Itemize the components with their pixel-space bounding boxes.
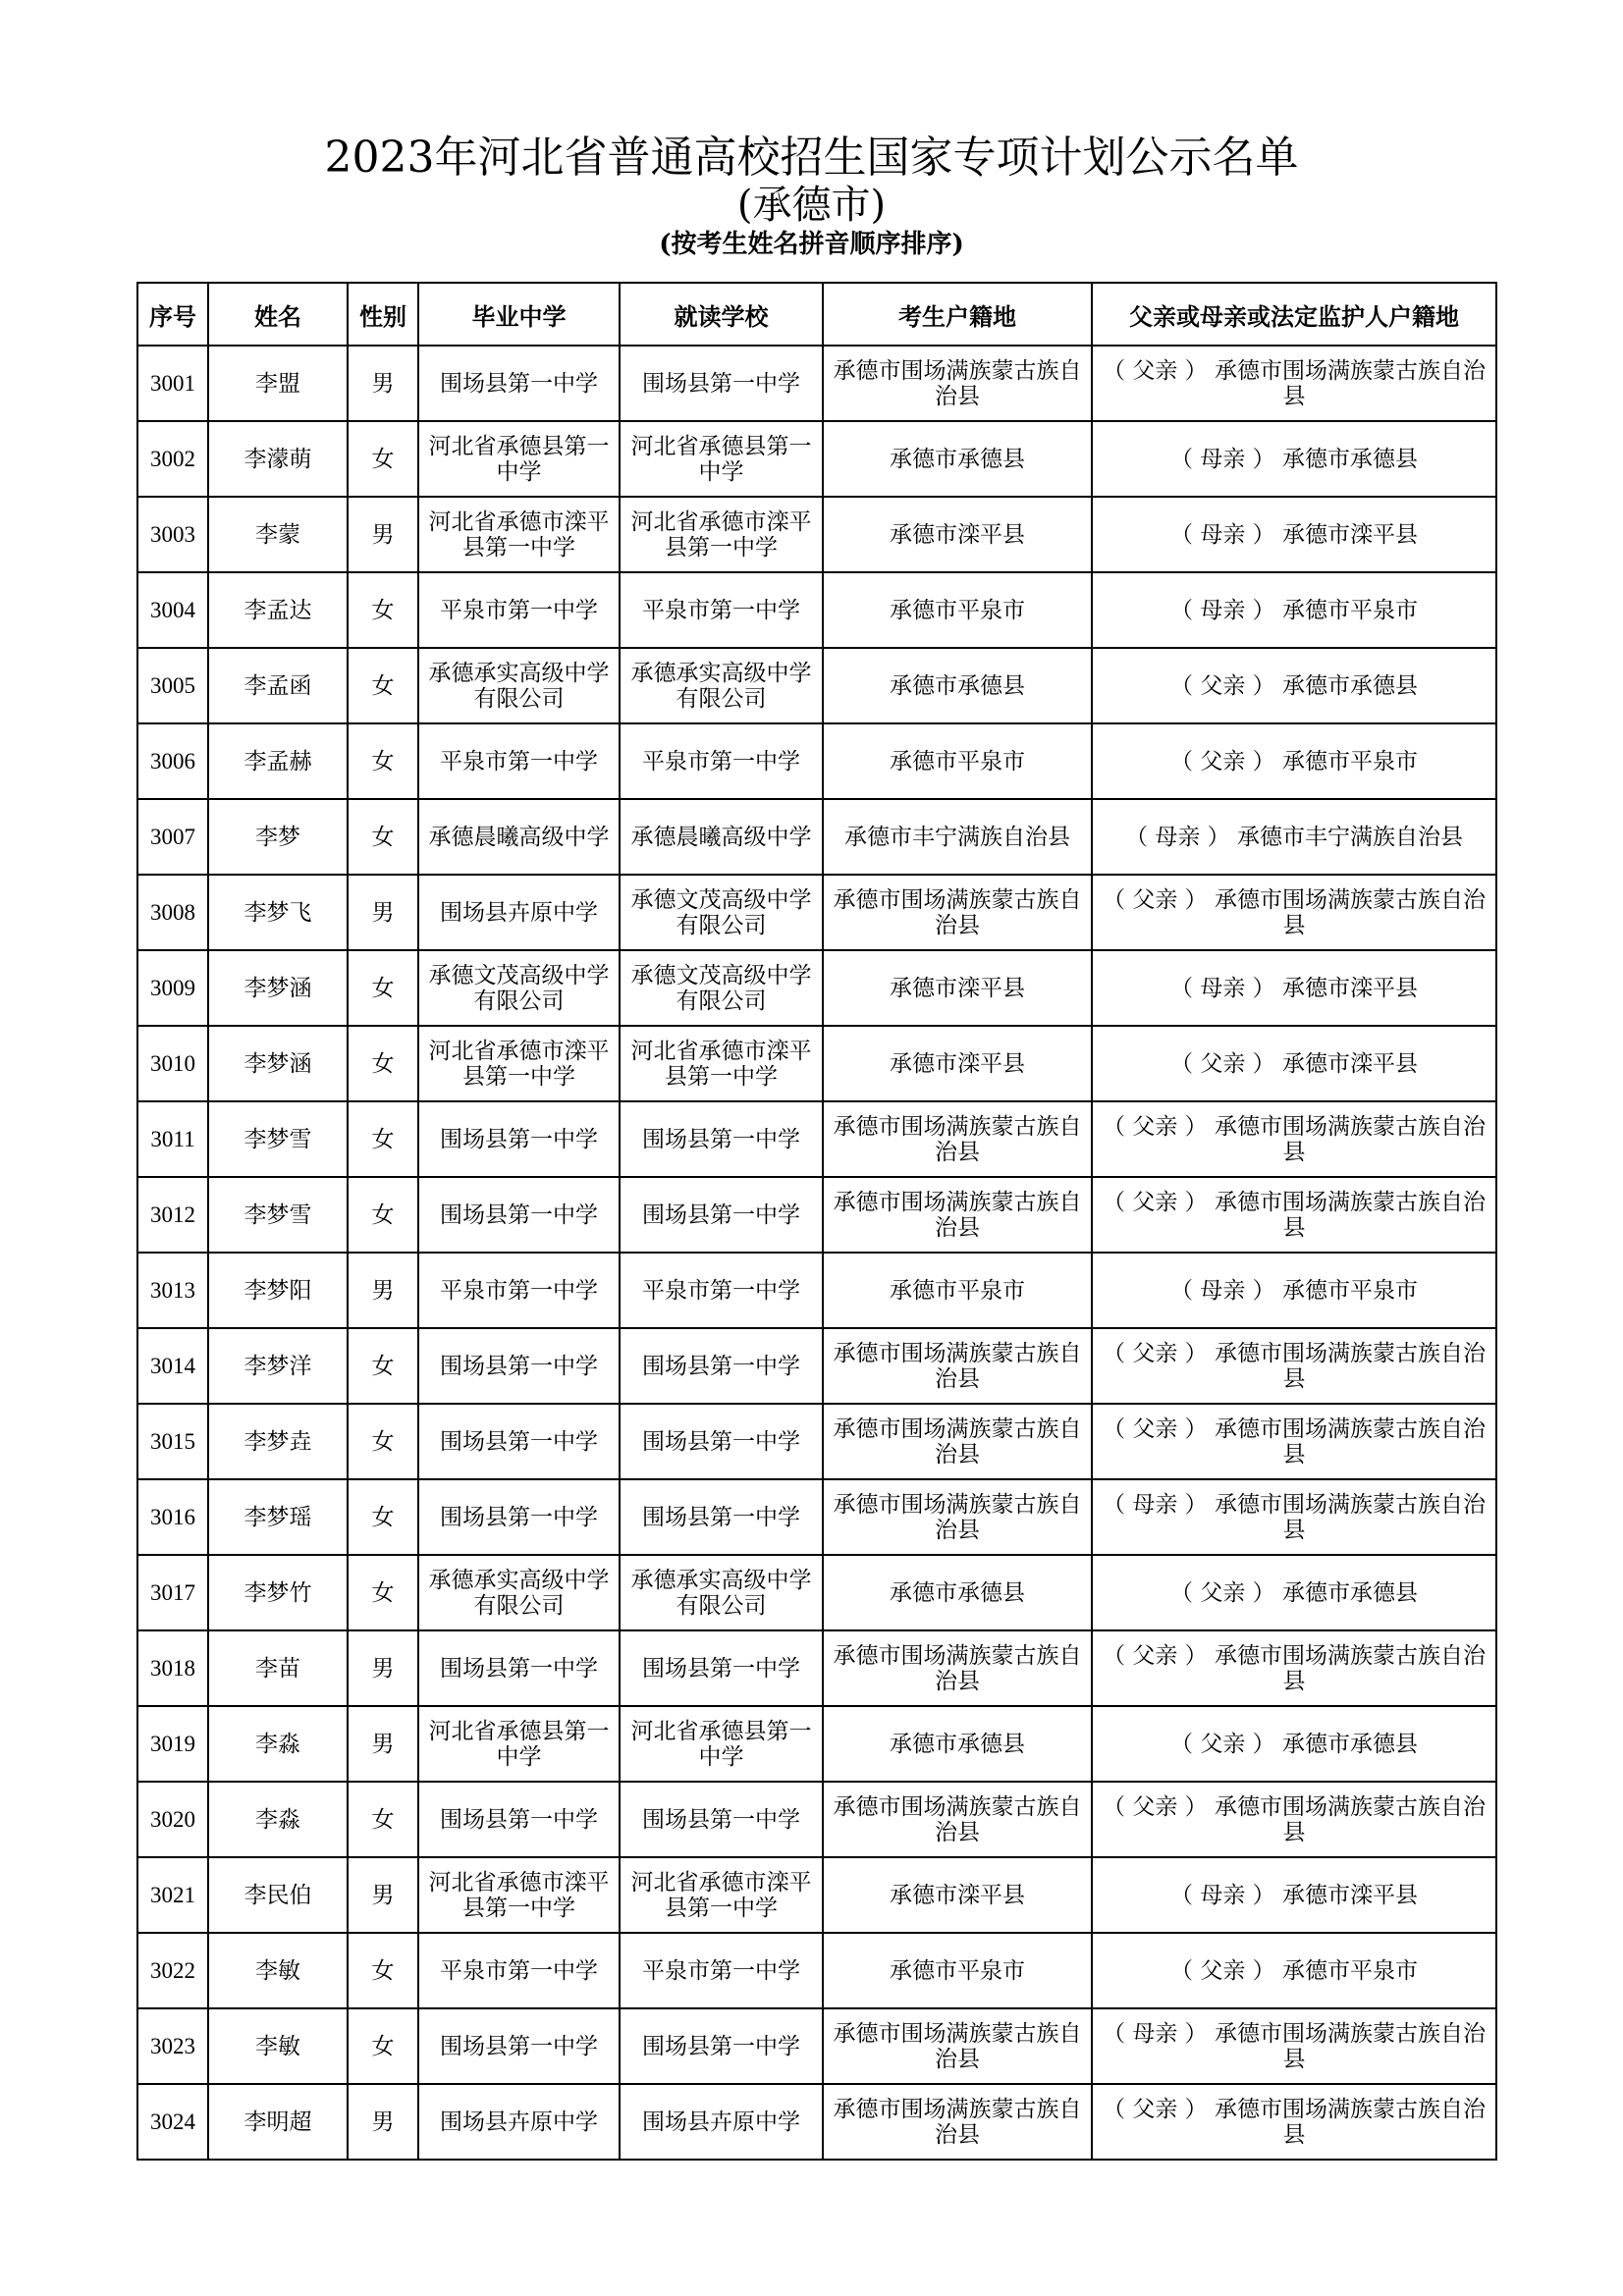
cell-student-residence: 承德市围场满族蒙古族自治县 xyxy=(823,2084,1092,2160)
cell-gender: 女 xyxy=(348,1404,418,1479)
cell-current-school: 承德文茂高级中学有限公司 xyxy=(620,950,823,1026)
cell-name: 李淼 xyxy=(208,1782,348,1857)
cell-graduation-school: 平泉市第一中学 xyxy=(418,1933,620,2008)
cell-gender: 女 xyxy=(348,1101,418,1177)
cell-name: 李蒙 xyxy=(208,497,348,572)
cell-graduation-school: 承德文茂高级中学有限公司 xyxy=(418,950,620,1026)
cell-guardian-residence: （ 母亲 ） 承德市滦平县 xyxy=(1092,497,1496,572)
table-row xyxy=(137,2008,1496,2084)
cell-student-residence: 承德市围场满族蒙古族自治县 xyxy=(823,346,1092,421)
cell-current-school: 河北省承德县第一中学 xyxy=(620,421,823,497)
cell-current-school: 围场县第一中学 xyxy=(620,1177,823,1253)
cell-gender: 女 xyxy=(348,799,418,875)
cell-graduation-school: 河北省承德市滦平县第一中学 xyxy=(418,1857,620,1933)
cell-guardian-residence: （ 父亲 ） 承德市围场满族蒙古族自治县 xyxy=(1092,1177,1496,1253)
cell-seq: 3020 xyxy=(137,1782,208,1857)
cell-guardian-residence: （ 父亲 ） 承德市围场满族蒙古族自治县 xyxy=(1092,1101,1496,1177)
cell-current-school: 承德晨曦高级中学 xyxy=(620,799,823,875)
table-row xyxy=(137,950,1496,1026)
table-row xyxy=(137,799,1496,875)
cell-gender: 男 xyxy=(348,1253,418,1328)
table-row xyxy=(137,1026,1496,1101)
cell-gender: 女 xyxy=(348,572,418,648)
table-row xyxy=(137,1328,1496,1404)
cell-graduation-school: 河北省承德县第一中学 xyxy=(418,421,620,497)
cell-name: 李孟达 xyxy=(208,572,348,648)
cell-student-residence: 承德市平泉市 xyxy=(823,1933,1092,2008)
cell-guardian-residence: （ 父亲 ） 承德市平泉市 xyxy=(1092,1933,1496,2008)
cell-seq: 3003 xyxy=(137,497,208,572)
cell-seq: 3005 xyxy=(137,648,208,723)
cell-seq: 3014 xyxy=(137,1328,208,1404)
cell-student-residence: 承德市围场满族蒙古族自治县 xyxy=(823,2008,1092,2084)
cell-student-residence: 承德市滦平县 xyxy=(823,1026,1092,1101)
roster-table xyxy=(136,282,1497,2161)
cell-seq: 3018 xyxy=(137,1630,208,1706)
cell-graduation-school: 平泉市第一中学 xyxy=(418,723,620,799)
cell-seq: 3021 xyxy=(137,1857,208,1933)
cell-name: 李敏 xyxy=(208,2008,348,2084)
cell-current-school: 围场县第一中学 xyxy=(620,1782,823,1857)
cell-name: 李民伯 xyxy=(208,1857,348,1933)
cell-student-residence: 承德市围场满族蒙古族自治县 xyxy=(823,1404,1092,1479)
cell-seq: 3011 xyxy=(137,1101,208,1177)
cell-guardian-residence: （ 母亲 ） 承德市平泉市 xyxy=(1092,1253,1496,1328)
cell-guardian-residence: （ 母亲 ） 承德市丰宁满族自治县 xyxy=(1092,799,1496,875)
cell-guardian-residence: （ 母亲 ） 承德市平泉市 xyxy=(1092,572,1496,648)
cell-guardian-residence: （ 父亲 ） 承德市围场满族蒙古族自治县 xyxy=(1092,1782,1496,1857)
cell-student-residence: 承德市滦平县 xyxy=(823,950,1092,1026)
cell-student-residence: 承德市围场满族蒙古族自治县 xyxy=(823,1782,1092,1857)
cell-name: 李梦瑶 xyxy=(208,1479,348,1555)
cell-name: 李梦垚 xyxy=(208,1404,348,1479)
cell-name: 李孟赫 xyxy=(208,723,348,799)
cell-seq: 3013 xyxy=(137,1253,208,1328)
cell-current-school: 平泉市第一中学 xyxy=(620,1933,823,2008)
cell-name: 李梦竹 xyxy=(208,1555,348,1630)
cell-guardian-residence: （ 父亲 ） 承德市围场满族蒙古族自治县 xyxy=(1092,1328,1496,1404)
cell-graduation-school: 围场县第一中学 xyxy=(418,1630,620,1706)
cell-guardian-residence: （ 母亲 ） 承德市滦平县 xyxy=(1092,950,1496,1026)
cell-graduation-school: 平泉市第一中学 xyxy=(418,1253,620,1328)
sort-order-note: (按考生姓名拼音顺序排序) xyxy=(659,230,964,259)
header-current-school: 就读学校 xyxy=(620,283,823,346)
header-name: 姓名 xyxy=(208,283,348,346)
cell-current-school: 围场县第一中学 xyxy=(620,2008,823,2084)
cell-guardian-residence: （ 父亲 ） 承德市承德县 xyxy=(1092,1555,1496,1630)
cell-seq: 3008 xyxy=(137,875,208,950)
cell-graduation-school: 围场县第一中学 xyxy=(418,1479,620,1555)
cell-graduation-school: 围场县第一中学 xyxy=(418,1404,620,1479)
cell-current-school: 围场县第一中学 xyxy=(620,1404,823,1479)
cell-gender: 女 xyxy=(348,723,418,799)
header-student-residence: 考生户籍地 xyxy=(823,283,1092,346)
cell-graduation-school: 河北省承德县第一中学 xyxy=(418,1706,620,1782)
cell-current-school: 承德文茂高级中学有限公司 xyxy=(620,875,823,950)
cell-student-residence: 承德市平泉市 xyxy=(823,1253,1092,1328)
cell-current-school: 平泉市第一中学 xyxy=(620,572,823,648)
cell-graduation-school: 承德承实高级中学有限公司 xyxy=(418,648,620,723)
cell-guardian-residence: （ 父亲 ） 承德市围场满族蒙古族自治县 xyxy=(1092,1404,1496,1479)
table-row xyxy=(137,1101,1496,1177)
cell-gender: 女 xyxy=(348,950,418,1026)
header-seq: 序号 xyxy=(137,283,208,346)
header-guardian-residence: 父亲或母亲或法定监护人户籍地 xyxy=(1092,283,1496,346)
cell-seq: 3009 xyxy=(137,950,208,1026)
cell-seq: 3002 xyxy=(137,421,208,497)
cell-current-school: 河北省承德市滦平县第一中学 xyxy=(620,497,823,572)
header-graduation-school: 毕业中学 xyxy=(418,283,620,346)
cell-gender: 女 xyxy=(348,1328,418,1404)
cell-graduation-school: 围场县第一中学 xyxy=(418,1782,620,1857)
cell-guardian-residence: （ 父亲 ） 承德市围场满族蒙古族自治县 xyxy=(1092,2084,1496,2160)
table-row xyxy=(137,1555,1496,1630)
cell-student-residence: 承德市围场满族蒙古族自治县 xyxy=(823,1328,1092,1404)
cell-name: 李梦洋 xyxy=(208,1328,348,1404)
cell-name: 李梦雪 xyxy=(208,1101,348,1177)
cell-current-school: 围场县第一中学 xyxy=(620,1101,823,1177)
cell-seq: 3016 xyxy=(137,1479,208,1555)
cell-current-school: 围场县第一中学 xyxy=(620,1630,823,1706)
cell-student-residence: 承德市围场满族蒙古族自治县 xyxy=(823,875,1092,950)
table-row xyxy=(137,648,1496,723)
cell-name: 李梦涵 xyxy=(208,950,348,1026)
header-gender: 性别 xyxy=(348,283,418,346)
table-row xyxy=(137,1630,1496,1706)
cell-current-school: 承德承实高级中学有限公司 xyxy=(620,648,823,723)
cell-gender: 男 xyxy=(348,1630,418,1706)
cell-gender: 男 xyxy=(348,497,418,572)
table-row xyxy=(137,1782,1496,1857)
cell-gender: 男 xyxy=(348,875,418,950)
cell-graduation-school: 承德承实高级中学有限公司 xyxy=(418,1555,620,1630)
cell-gender: 女 xyxy=(348,1933,418,2008)
cell-graduation-school: 围场县第一中学 xyxy=(418,1101,620,1177)
cell-gender: 男 xyxy=(348,346,418,421)
cell-seq: 3012 xyxy=(137,1177,208,1253)
cell-name: 李梦阳 xyxy=(208,1253,348,1328)
cell-name: 李明超 xyxy=(208,2084,348,2160)
cell-student-residence: 承德市滦平县 xyxy=(823,497,1092,572)
table-body xyxy=(137,346,1496,2160)
cell-seq: 3004 xyxy=(137,572,208,648)
cell-gender: 女 xyxy=(348,1555,418,1630)
cell-name: 李梦飞 xyxy=(208,875,348,950)
cell-graduation-school: 围场县第一中学 xyxy=(418,1177,620,1253)
cell-current-school: 围场县第一中学 xyxy=(620,346,823,421)
cell-student-residence: 承德市承德县 xyxy=(823,421,1092,497)
cell-name: 李苗 xyxy=(208,1630,348,1706)
cell-current-school: 围场县第一中学 xyxy=(620,1479,823,1555)
cell-current-school: 围场县第一中学 xyxy=(620,1328,823,1404)
cell-current-school: 平泉市第一中学 xyxy=(620,1253,823,1328)
cell-seq: 3006 xyxy=(137,723,208,799)
cell-name: 李梦 xyxy=(208,799,348,875)
cell-current-school: 河北省承德市滦平县第一中学 xyxy=(620,1026,823,1101)
table-header-row xyxy=(137,283,1496,346)
cell-student-residence: 承德市滦平县 xyxy=(823,1857,1092,1933)
cell-guardian-residence: （ 母亲 ） 承德市围场满族蒙古族自治县 xyxy=(1092,2008,1496,2084)
table-row xyxy=(137,1857,1496,1933)
cell-guardian-residence: （ 父亲 ） 承德市承德县 xyxy=(1092,1706,1496,1782)
cell-name: 李梦涵 xyxy=(208,1026,348,1101)
cell-seq: 3019 xyxy=(137,1706,208,1782)
cell-gender: 女 xyxy=(348,421,418,497)
cell-guardian-residence: （ 父亲 ） 承德市围场满族蒙古族自治县 xyxy=(1092,346,1496,421)
cell-name: 李敏 xyxy=(208,1933,348,2008)
cell-current-school: 河北省承德县第一中学 xyxy=(620,1706,823,1782)
cell-student-residence: 承德市围场满族蒙古族自治县 xyxy=(823,1479,1092,1555)
cell-guardian-residence: （ 父亲 ） 承德市围场满族蒙古族自治县 xyxy=(1092,875,1496,950)
cell-seq: 3001 xyxy=(137,346,208,421)
cell-name: 李盟 xyxy=(208,346,348,421)
cell-graduation-school: 围场县卉原中学 xyxy=(418,2084,620,2160)
cell-gender: 女 xyxy=(348,1026,418,1101)
table-row xyxy=(137,421,1496,497)
cell-gender: 女 xyxy=(348,2008,418,2084)
cell-gender: 女 xyxy=(348,648,418,723)
cell-graduation-school: 承德晨曦高级中学 xyxy=(418,799,620,875)
cell-name: 李淼 xyxy=(208,1706,348,1782)
cell-guardian-residence: （ 父亲 ） 承德市平泉市 xyxy=(1092,723,1496,799)
cell-graduation-school: 平泉市第一中学 xyxy=(418,572,620,648)
cell-guardian-residence: （ 母亲 ） 承德市围场满族蒙古族自治县 xyxy=(1092,1479,1496,1555)
cell-gender: 女 xyxy=(348,1479,418,1555)
cell-graduation-school: 围场县第一中学 xyxy=(418,2008,620,2084)
cell-guardian-residence: （ 父亲 ） 承德市承德县 xyxy=(1092,648,1496,723)
cell-current-school: 围场县卉原中学 xyxy=(620,2084,823,2160)
cell-student-residence: 承德市平泉市 xyxy=(823,572,1092,648)
cell-guardian-residence: （ 父亲 ） 承德市滦平县 xyxy=(1092,1026,1496,1101)
cell-current-school: 河北省承德市滦平县第一中学 xyxy=(620,1857,823,1933)
cell-graduation-school: 围场县第一中学 xyxy=(418,346,620,421)
table-row xyxy=(137,875,1496,950)
cell-gender: 男 xyxy=(348,2084,418,2160)
cell-student-residence: 承德市丰宁满族自治县 xyxy=(823,799,1092,875)
cell-student-residence: 承德市承德县 xyxy=(823,648,1092,723)
table-row xyxy=(137,1479,1496,1555)
cell-current-school: 承德承实高级中学有限公司 xyxy=(620,1555,823,1630)
cell-student-residence: 承德市承德县 xyxy=(823,1706,1092,1782)
cell-seq: 3015 xyxy=(137,1404,208,1479)
cell-seq: 3017 xyxy=(137,1555,208,1630)
cell-gender: 女 xyxy=(348,1782,418,1857)
cell-seq: 3007 xyxy=(137,799,208,875)
table-row xyxy=(137,2084,1496,2160)
cell-name: 李濛萌 xyxy=(208,421,348,497)
cell-graduation-school: 河北省承德市滦平县第一中学 xyxy=(418,497,620,572)
cell-student-residence: 承德市围场满族蒙古族自治县 xyxy=(823,1177,1092,1253)
cell-name: 李梦雪 xyxy=(208,1177,348,1253)
cell-graduation-school: 河北省承德市滦平县第一中学 xyxy=(418,1026,620,1101)
table-row xyxy=(137,1404,1496,1479)
cell-student-residence: 承德市平泉市 xyxy=(823,723,1092,799)
cell-seq: 3010 xyxy=(137,1026,208,1101)
cell-gender: 男 xyxy=(348,1857,418,1933)
cell-guardian-residence: （ 母亲 ） 承德市滦平县 xyxy=(1092,1857,1496,1933)
cell-guardian-residence: （ 母亲 ） 承德市承德县 xyxy=(1092,421,1496,497)
cell-student-residence: 承德市围场满族蒙古族自治县 xyxy=(823,1101,1092,1177)
page-subtitle-city: (承德市) xyxy=(736,183,887,228)
table-row xyxy=(137,572,1496,648)
cell-graduation-school: 围场县卉原中学 xyxy=(418,875,620,950)
table-row xyxy=(137,1933,1496,2008)
cell-seq: 3023 xyxy=(137,2008,208,2084)
table-row xyxy=(137,1706,1496,1782)
cell-seq: 3022 xyxy=(137,1933,208,2008)
cell-seq: 3024 xyxy=(137,2084,208,2160)
table-row xyxy=(137,1253,1496,1328)
cell-student-residence: 承德市围场满族蒙古族自治县 xyxy=(823,1630,1092,1706)
table-row xyxy=(137,723,1496,799)
cell-graduation-school: 围场县第一中学 xyxy=(418,1328,620,1404)
cell-guardian-residence: （ 父亲 ） 承德市围场满族蒙古族自治县 xyxy=(1092,1630,1496,1706)
page-title: 2023年河北省普通高校招生国家专项计划公示名单 xyxy=(324,133,1299,183)
cell-current-school: 平泉市第一中学 xyxy=(620,723,823,799)
cell-name: 李孟函 xyxy=(208,648,348,723)
cell-gender: 男 xyxy=(348,1706,418,1782)
cell-student-residence: 承德市承德县 xyxy=(823,1555,1092,1630)
cell-gender: 女 xyxy=(348,1177,418,1253)
table-row xyxy=(137,497,1496,572)
table-row xyxy=(137,1177,1496,1253)
table-row xyxy=(137,346,1496,421)
